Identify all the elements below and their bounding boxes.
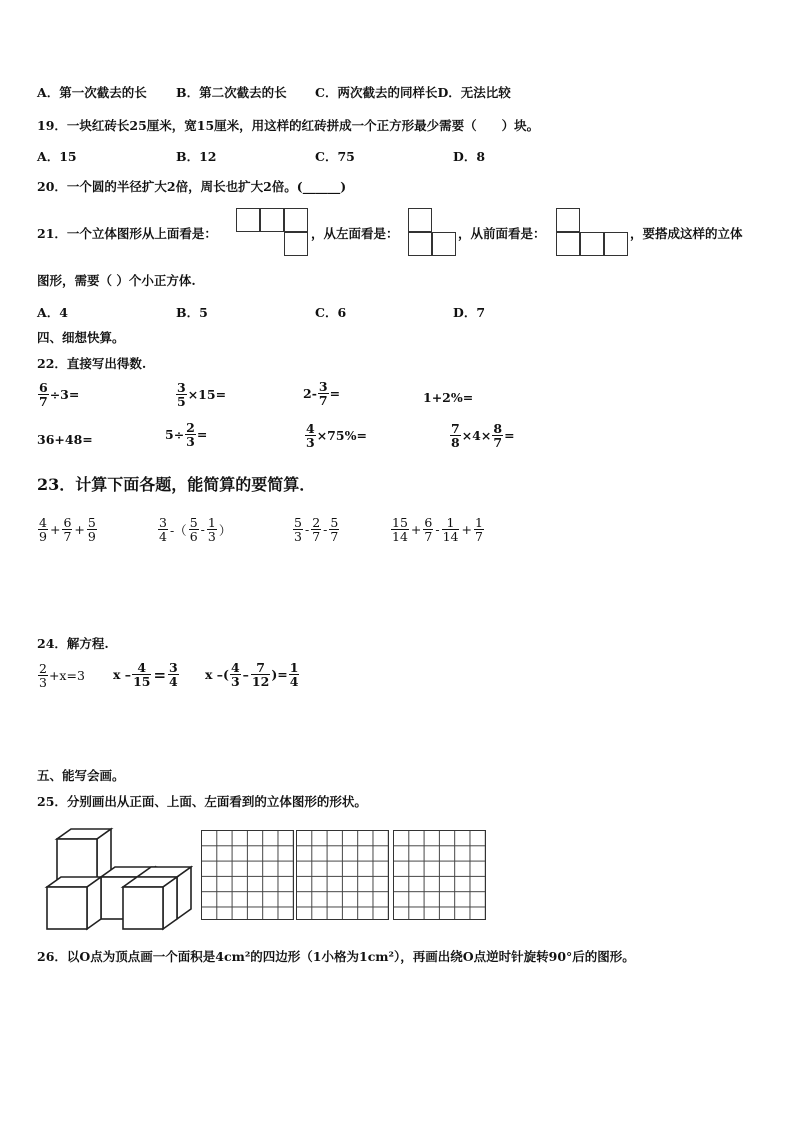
- top-view-figure: [236, 208, 308, 256]
- front-view-figure: [556, 208, 628, 256]
- q22-expr-3: 2- $\frac{3}{7}$ =: [303, 379, 341, 409]
- q23-expr-4: $\frac{15}{14}$ + $\frac{6}{7}$ - $\frac{1}{14}$ + $\frac{1}{7}$: [392, 515, 483, 545]
- q22-expr-4: 1+2%=: [423, 390, 474, 405]
- q20-text: 20．一个圆的半径扩大2倍，周长也扩大2倍。(______): [37, 179, 347, 194]
- q21-line2: 图形，需要（ ）个小正方体.: [37, 273, 196, 288]
- q18-option-b: B．第二次截去的长: [176, 85, 287, 100]
- q24-equation-2: x – $\frac{4}{15}$ = $\frac{3}{4}$: [113, 660, 178, 690]
- q24-equation-3: x –( $\frac{4}{3}$ – $\frac{7}{12}$ )= $\frac{1}{4}$: [205, 660, 299, 690]
- q19-option-b: B．12: [176, 149, 217, 164]
- q26-text: 26．以O点为顶点画一个面积是4cm²的四边形（1小格为1cm²），再画出绕O点逆时针旋转90°后的图形。: [37, 949, 635, 964]
- q22-expr-8: $\frac{7}{8}$ ×4× $\frac{8}{7}$ =: [451, 421, 515, 451]
- answer-grid-left[interactable]: [393, 830, 486, 920]
- q22-expr-5: 36+48=: [37, 432, 93, 447]
- q23-expr-2: $\frac{3}{4}$ -（ $\frac{5}{6}$ - $\frac{1}{3}$ ）: [159, 515, 232, 545]
- q19-option-d: D．8: [453, 149, 486, 164]
- q24-equation-1: $\frac{2}{3}$ +x=3: [39, 661, 85, 691]
- q19-text: 19．一块红砖长25厘米，宽15厘米，用这样的红砖拼成一个正方形最少需要（ ）块。: [37, 118, 540, 133]
- q22-expr-7: $\frac{4}{3}$ ×75%=: [306, 421, 367, 451]
- q21-option-b: B．5: [176, 305, 208, 320]
- q24-title: 24．解方程.: [37, 636, 109, 651]
- q18-option-a: A．第一次截去的长: [37, 85, 147, 100]
- cube-stack-drawing: [43, 825, 193, 933]
- q21-part4: ，要搭成这样的立体: [630, 226, 743, 241]
- q21-option-c: C．6: [315, 305, 347, 320]
- section-4-heading: 四、细想快算。: [37, 330, 125, 345]
- left-view-figure: [408, 208, 456, 256]
- q21-part1: 21．一个立体图形从上面看是：: [37, 226, 217, 241]
- q23-expr-1: $\frac{4}{9}$ + $\frac{6}{7}$ + $\frac{5}{9}$: [39, 515, 96, 545]
- q21-part2: ，从左面看是：: [311, 226, 399, 241]
- q23-title: 23．计算下面各题，能简算的要简算．: [37, 475, 316, 494]
- answer-grid-front[interactable]: [201, 830, 294, 920]
- q22-expr-6: 5÷ $\frac{2}{3}$ =: [165, 420, 208, 450]
- q18-option-c: C．两次截去的同样长D．无法比较: [315, 85, 511, 100]
- q19-option-c: C．75: [315, 149, 355, 164]
- q22-title: 22．直接写出得数.: [37, 356, 147, 371]
- q21-option-a: A．4: [37, 305, 68, 320]
- q23-expr-3: $\frac{5}{3}$ - $\frac{2}{7}$ - $\frac{5}{7}$: [294, 515, 339, 545]
- q25-title: 25．分别画出从正面、上面、左面看到的立体图形的形状。: [37, 794, 367, 809]
- q19-option-a: A．15: [37, 149, 77, 164]
- q21-part3: ，从前面看是：: [458, 226, 546, 241]
- section-5-heading: 五、能写会画。: [37, 768, 125, 783]
- q22-expr-1: $\frac{6}{7}$ ÷3=: [39, 380, 80, 410]
- q21-option-d: D．7: [453, 305, 486, 320]
- answer-grid-top[interactable]: [296, 830, 389, 920]
- q22-expr-2: $\frac{3}{5}$ ×15=: [177, 380, 227, 410]
